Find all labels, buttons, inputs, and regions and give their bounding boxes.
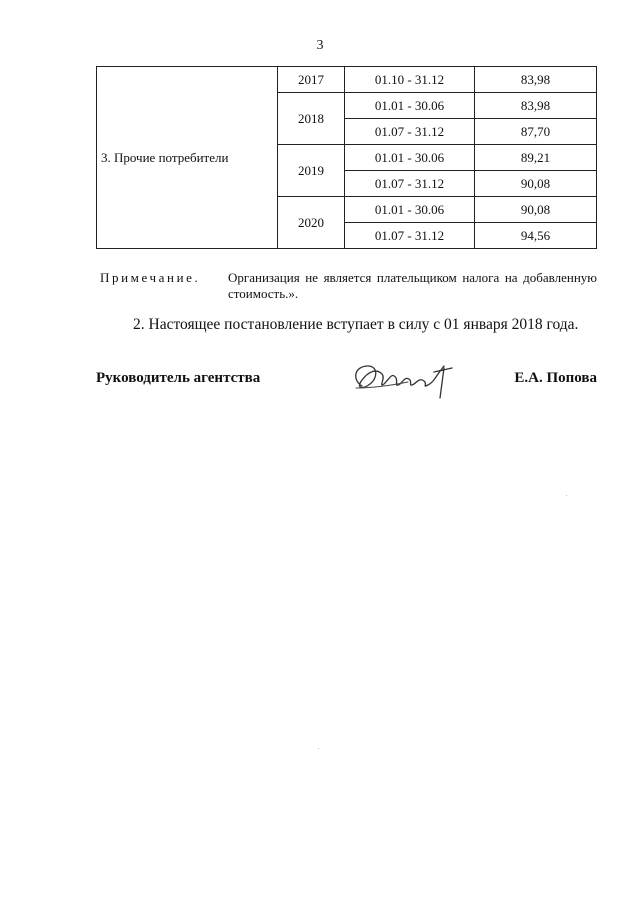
- consumer-cell: 3. Прочие потребители: [97, 67, 278, 249]
- year-cell: 2019: [278, 145, 345, 197]
- value-cell: 90,08: [475, 171, 597, 197]
- signatory-name: Е.А. Попова: [514, 370, 597, 386]
- value-cell: 87,70: [475, 119, 597, 145]
- tariff-table: [96, 66, 597, 249]
- value-cell: 94,56: [475, 223, 597, 249]
- value-cell: 89,21: [475, 145, 597, 171]
- year-cell: 2020: [278, 197, 345, 249]
- period-cell: 01.07 - 31.12: [345, 171, 475, 197]
- period-cell: 01.01 - 30.06: [345, 93, 475, 119]
- signature-block: [96, 368, 597, 408]
- scan-speck: [566, 495, 567, 496]
- table-row: [97, 67, 597, 93]
- note-text: Организация не является плательщиком налога на добавленную стоимость.».: [228, 270, 597, 301]
- period-cell: 01.07 - 31.12: [345, 119, 475, 145]
- year-cell: 2017: [278, 67, 345, 93]
- period-cell: 01.01 - 30.06: [345, 145, 475, 171]
- handwritten-signature-icon: [348, 358, 458, 402]
- value-cell: 83,98: [475, 67, 597, 93]
- page-number: 3: [316, 38, 324, 53]
- value-cell: 83,98: [475, 93, 597, 119]
- year-cell: 2018: [278, 93, 345, 145]
- signatory-title: Руководитель агентства: [96, 370, 261, 386]
- period-cell: 01.07 - 31.12: [345, 223, 475, 249]
- scan-speck: [318, 748, 319, 749]
- note-label: Примечание.: [100, 270, 201, 285]
- period-cell: 01.10 - 31.12: [345, 67, 475, 93]
- value-cell: 90,08: [475, 197, 597, 223]
- period-cell: 01.01 - 30.06: [345, 197, 475, 223]
- resolution-clause: 2. Настоящее постановление вступает в силу с 01 января 2018 года.: [133, 316, 579, 333]
